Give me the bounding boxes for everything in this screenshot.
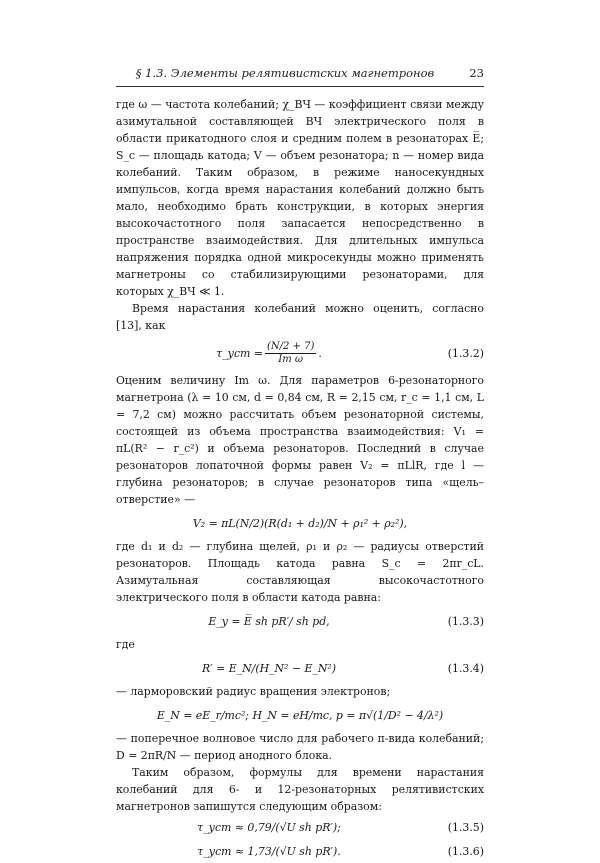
paragraph-1: где ω — частота колебаний; χ_ВЧ — коэффициент связи между азимутальной составляющей ВЧ электрического поля в области прикатодного слоя и средним полем в резонаторах E̅; S_c — площадь катода; V — объем резонатора; n — номер вида колебаний. Таким образом, в режиме наносекундных импульсов, когда время нарастания колебаний должно быть мало, необходимо брать конструкции, в которых энергия высокочастотного поля запасается непосредственно в пространстве взаимодействия. Для длительных импульса напряжения порядка одной микросекунды можно применять магнетроны со стабилизирующими резонаторами, для которых χ_ВЧ ≪ 1.	[116, 98, 484, 298]
page-number: 23	[469, 66, 484, 80]
paragraph-6: — ларморовский радиус вращения электронов;	[116, 685, 391, 698]
eq-1-lhs: τ_уст =	[216, 346, 263, 360]
page-body	[116, 96, 484, 863]
eq-1-denominator: Im ω	[278, 353, 304, 365]
equation-1-3-3	[116, 606, 484, 636]
eq-v2: V₂ = πL(N/2)(R(d₁ + d₂)/N + ρ₁² + ρ₂²),	[192, 516, 408, 530]
paragraph-8: Таким образом, формулы для времени нарастания колебаний для 6- и 12-резонаторных релятивистских магнетронов запишутся следующим образом:	[116, 766, 484, 813]
equation-1-3-6	[116, 839, 484, 863]
eq-6: τ_уст ≈ 0,79/(√U sh pR′);	[197, 820, 341, 834]
eq-1-numerator: (N/2 + 7)	[266, 340, 315, 352]
paragraph-4: где d₁ и d₂ — глубина щелей, ρ₁ и ρ₂ — радиусы отверстий резонаторов. Площадь катода равна S_c = 2πr_cL. Азимутальная составляющая высокочастотного электрического поля в области катода равна:	[116, 540, 484, 604]
equation-1-3-5	[116, 815, 484, 839]
running-header	[116, 66, 484, 86]
equation-v2	[116, 508, 484, 538]
eq-4: R′ = E_N/(H_N² − E_N²)	[202, 661, 336, 675]
eq-5: E_N = eE_r/mc²; H_N = eH/mc, p = π√(1/D² − 4/λ²)	[156, 708, 444, 722]
eq-1-number: (1.3.2)	[447, 346, 484, 360]
eq-6-number: (1.3.5)	[447, 820, 484, 834]
equation-1-3-4	[116, 653, 484, 683]
eq-4-number: (1.3.4)	[447, 661, 484, 675]
eq-1-fraction	[265, 341, 316, 366]
equation-en-hn-p	[116, 700, 484, 730]
header-rule	[116, 86, 484, 87]
eq-7: τ_уст ≈ 1,73/(√U sh pR′).	[197, 844, 341, 858]
eq-1-tail: .	[318, 346, 322, 360]
eq-3: E_y = E̅ sh pR′/ sh pd,	[208, 614, 330, 628]
section-title: § 1.3. Элементы релятивистских магнетронов	[135, 66, 435, 80]
paragraph-7: — поперечное волновое число для рабочего π-вида колебаний; D = 2πR/N — период анодного блока.	[116, 732, 484, 762]
paragraph-3: Оценим величину Im ω. Для параметров 6-резонаторного магнетрона (λ = 10 см, d = 0,84 см, R = 2,15 см, r_c = 1,1 см, L = 7,2 см) можно рассчитать объем резонаторной системы, состоящей из объема пространства взаимодействия: V₁ = πL(R² − r_c²) и объема резонаторов. Последний в случае резонаторов лопаточной формы равен V₂ = πLlR, где l — глубина резонаторов; в случае резонаторов типа «щель–отверстие» —	[116, 374, 484, 506]
eq-3-number: (1.3.3)	[447, 614, 484, 628]
equation-1-3-2	[116, 334, 484, 372]
paragraph-5: где	[116, 638, 135, 651]
paragraph-2: Время нарастания колебаний можно оценить, согласно [13], как	[116, 302, 484, 332]
eq-7-number: (1.3.6)	[447, 844, 484, 858]
